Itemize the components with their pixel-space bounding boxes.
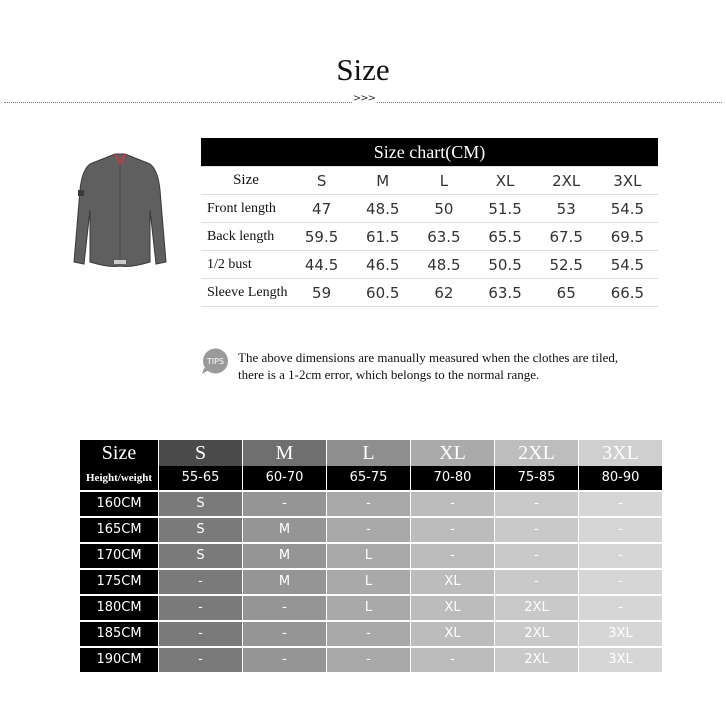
weight-range-cell: 60-70 (243, 466, 326, 490)
size-fit-cell: M (243, 570, 326, 594)
table-row (80, 518, 663, 542)
table-cell: 46.5 (352, 251, 413, 279)
table-cell: 65 (536, 279, 597, 307)
size-fit-cell: - (579, 544, 662, 568)
size-col-l: L (413, 167, 474, 195)
table-cell: 66.5 (597, 279, 658, 307)
size-fit-cell: S (159, 544, 242, 568)
table-cell: 65.5 (474, 223, 535, 251)
height-label: 185CM (80, 622, 158, 646)
size-fit-cell: 2XL (495, 648, 578, 672)
size-fit-cell: 3XL (579, 622, 662, 646)
height-label: 170CM (80, 544, 158, 568)
table-row (201, 223, 658, 251)
weight-range-cell: 70-80 (411, 466, 494, 490)
table-cell: 47 (291, 195, 352, 223)
size-fit-cell: - (243, 622, 326, 646)
size-fit-cell: - (159, 622, 242, 646)
size-fit-cell: 2XL (495, 596, 578, 620)
row-label: Back length (201, 223, 291, 251)
size-fit-cell: - (243, 492, 326, 516)
jacket-illustration (70, 150, 170, 278)
size-fit-cell: - (159, 570, 242, 594)
table-row (80, 492, 663, 516)
table-cell: 53 (536, 195, 597, 223)
height-label: 160CM (80, 492, 158, 516)
table-cell: 59.5 (291, 223, 352, 251)
size-fit-cell: - (411, 544, 494, 568)
size-fit-cell: L (327, 596, 410, 620)
size-fit-cell: XL (411, 622, 494, 646)
table-row (80, 622, 663, 646)
size-column-label: Size (201, 167, 291, 195)
table-cell: 52.5 (536, 251, 597, 279)
weight-range-cell: 75-85 (495, 466, 578, 490)
size-fit-cell: - (411, 492, 494, 516)
page-title: Size (336, 52, 390, 87)
tips-text-line-2: there is a 1-2cm error, which belongs to the normal range. (238, 367, 540, 382)
size-chart-table (201, 138, 658, 307)
table-row (80, 570, 663, 594)
size-fit-cell: - (579, 596, 662, 620)
table-cell: 44.5 (291, 251, 352, 279)
size-fit-cell: 3XL (579, 648, 662, 672)
table-cell: 48.5 (413, 251, 474, 279)
row-label: Front length (201, 195, 291, 223)
size-col-2xl: 2XL (536, 167, 597, 195)
size-fit-cell: L (327, 570, 410, 594)
size-fit-cell: - (327, 492, 410, 516)
size-fit-cell: 2XL (495, 622, 578, 646)
size-header-row (80, 440, 663, 464)
table-cell: 61.5 (352, 223, 413, 251)
table-cell: 63.5 (474, 279, 535, 307)
table-cell: 62 (413, 279, 474, 307)
size-col-xl: XL (474, 167, 535, 195)
height-label: 175CM (80, 570, 158, 594)
size-fit-cell: - (243, 596, 326, 620)
size-fit-cell: L (327, 544, 410, 568)
height-label: 180CM (80, 596, 158, 620)
divider-arrows-icon: >>> (352, 93, 376, 104)
table-cell: 51.5 (474, 195, 535, 223)
tips-icon-label: TIPS (206, 357, 225, 366)
height-label: 190CM (80, 648, 158, 672)
size-header-cell: 2XL (495, 440, 578, 466)
size-chart-heading: Size chart(CM) (201, 138, 658, 167)
size-chart-header-row (201, 167, 658, 195)
size-fit-cell: - (495, 544, 578, 568)
size-col-m: M (352, 167, 413, 195)
size-fit-cell: M (243, 544, 326, 568)
table-cell: 50 (413, 195, 474, 223)
size-fit-cell: - (579, 492, 662, 516)
size-header-cell: S (159, 440, 242, 466)
size-header-label: Size (80, 440, 158, 466)
table-cell: 67.5 (536, 223, 597, 251)
size-fit-cell: - (495, 570, 578, 594)
size-col-s: S (291, 167, 352, 195)
table-cell: 59 (291, 279, 352, 307)
table-cell: 69.5 (597, 223, 658, 251)
height-weight-label: Height/weight (80, 466, 158, 490)
size-fit-cell: - (495, 518, 578, 542)
weight-range-cell: 80-90 (579, 466, 662, 490)
size-fit-cell: - (243, 648, 326, 672)
table-row (201, 251, 658, 279)
size-fit-cell: S (159, 492, 242, 516)
size-fit-cell: - (327, 622, 410, 646)
size-header-cell: L (327, 440, 410, 466)
size-header-cell: M (243, 440, 326, 466)
table-cell: 54.5 (597, 251, 658, 279)
row-label: Sleeve Length (201, 279, 291, 307)
weight-range-cell: 65-75 (327, 466, 410, 490)
size-fit-cell: - (495, 492, 578, 516)
table-cell: 54.5 (597, 195, 658, 223)
table-row (80, 544, 663, 568)
table-cell: 50.5 (474, 251, 535, 279)
table-cell: 63.5 (413, 223, 474, 251)
height-weight-row (80, 466, 663, 490)
size-fit-cell: - (411, 648, 494, 672)
size-fit-cell: M (243, 518, 326, 542)
size-fit-cell: - (159, 596, 242, 620)
size-fit-cell: - (411, 518, 494, 542)
size-header-cell: 3XL (579, 440, 662, 466)
tips-text-line-1: The above dimensions are manually measured when the clothes are tiled, (238, 350, 619, 365)
size-fit-cell: XL (411, 570, 494, 594)
table-cell: 60.5 (352, 279, 413, 307)
size-fit-cell: - (327, 648, 410, 672)
table-row (80, 648, 663, 672)
size-header-cell: XL (411, 440, 494, 466)
row-label: 1/2 bust (201, 251, 291, 279)
size-fit-cell: XL (411, 596, 494, 620)
size-fit-cell: - (579, 518, 662, 542)
height-label: 165CM (80, 518, 158, 542)
tips-icon (201, 348, 230, 374)
size-fit-cell: S (159, 518, 242, 542)
table-cell: 48.5 (352, 195, 413, 223)
weight-range-cell: 55-65 (159, 466, 242, 490)
size-fit-cell: - (159, 648, 242, 672)
size-fit-cell: - (579, 570, 662, 594)
table-row (201, 195, 658, 223)
table-row (80, 596, 663, 620)
size-col-3xl: 3XL (597, 167, 658, 195)
table-row (201, 279, 658, 307)
size-fit-cell: - (327, 518, 410, 542)
